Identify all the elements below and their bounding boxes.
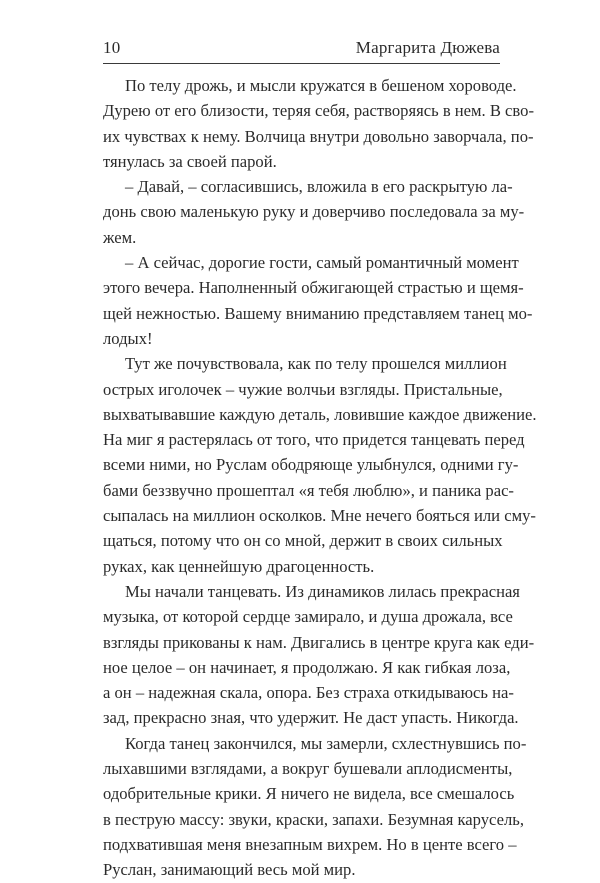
text-line: Руслан, занимающий весь мой мир. — [103, 860, 356, 880]
text-line: тянулась за своей парой. — [103, 151, 277, 171]
paragraph — [103, 579, 535, 731]
paragraph — [103, 250, 533, 351]
text-line: острых иголочек – чужие волчьи взгляды. Пристальные, — [103, 379, 503, 399]
running-head-author: Маргарита Дюжева — [355, 38, 500, 57]
text-line: Когда танец закончился, мы замерли, схлестнувшись по- — [125, 733, 527, 753]
text-line: взгляды прикованы к нам. Двигались в центре круга как еди- — [103, 632, 535, 652]
text-line: в пеструю массу: звуки, краски, запахи. Безумная карусель, — [103, 809, 524, 829]
text-line: лыхавшими взглядами, а вокруг бушевали аплодисменты, — [103, 759, 513, 779]
text-line: жем. — [103, 227, 137, 247]
text-line: выхватывавшие каждую деталь, ловившие каждое движение. — [103, 404, 537, 424]
text-line: Мы начали танцевать. Из динамиков лилась прекрасная — [125, 581, 520, 601]
text-line: – Давай, – согласившись, вложила в его раскрытую ла- — [125, 177, 513, 197]
text-line: а он – надежная скала, опора. Без страха откидываюсь на- — [103, 683, 514, 703]
text-line: щей нежностью. Вашему вниманию представляем танец мо- — [103, 303, 533, 323]
text-line: На миг я растерялась от того, что придется танцевать перед — [103, 430, 525, 450]
text-line: По телу дрожь, и мысли кружатся в бешеном хороводе. — [125, 76, 517, 95]
text-line: донь свою маленькую руку и доверчиво последовала за му- — [103, 202, 525, 222]
header-rule — [103, 63, 500, 64]
text-line: этого вечера. Наполненный обжигающей страстью и щемя- — [103, 278, 524, 298]
text-line: подхватившая меня внезапным вихрем. Но в центе всего – — [103, 834, 517, 854]
paragraph — [103, 73, 534, 174]
text-line: всеми ними, но Руслам ободряюще улыбнулся, одними гу- — [103, 455, 519, 475]
text-line: руках, как ценнейшую драгоценность. — [103, 556, 375, 576]
paragraph — [103, 351, 537, 579]
paragraph — [103, 174, 525, 250]
text-line: – А сейчас, дорогие гости, самый романтичный момент — [125, 253, 519, 273]
text-line: зад, прекрасно зная, что удержит. Не даст упасть. Никогда. — [103, 708, 519, 728]
body-text — [103, 73, 537, 883]
text-line: сыпалась на миллион осколков. Мне нечего бояться или сму- — [103, 506, 536, 526]
paragraph — [103, 731, 527, 883]
page-header — [103, 38, 500, 64]
text-line: музыка, от которой сердце замирало, и душа дрожала, все — [103, 607, 513, 627]
text-line: одобрительные крики. Я ничего не видела, все смешалось — [103, 784, 515, 804]
text-line: щаться, потому что он со мной, держит в своих сильных — [103, 531, 503, 551]
text-line: ное целое – он начинает, я продолжаю. Я как гибкая лоза, — [103, 657, 511, 677]
text-line: лодых! — [103, 328, 153, 348]
text-line: Тут же почувствовала, как по телу прошелся миллион — [125, 354, 507, 374]
page-number: 10 — [103, 38, 121, 57]
text-line: Дурею от его близости, теряя себя, растворяясь в нем. В сво- — [103, 101, 534, 121]
text-line: бами беззвучно прошептал «я тебя люблю», и паника рас- — [103, 480, 514, 500]
text-line: их чувствах к нему. Волчица внутри довольно заворчала, по- — [103, 126, 534, 146]
